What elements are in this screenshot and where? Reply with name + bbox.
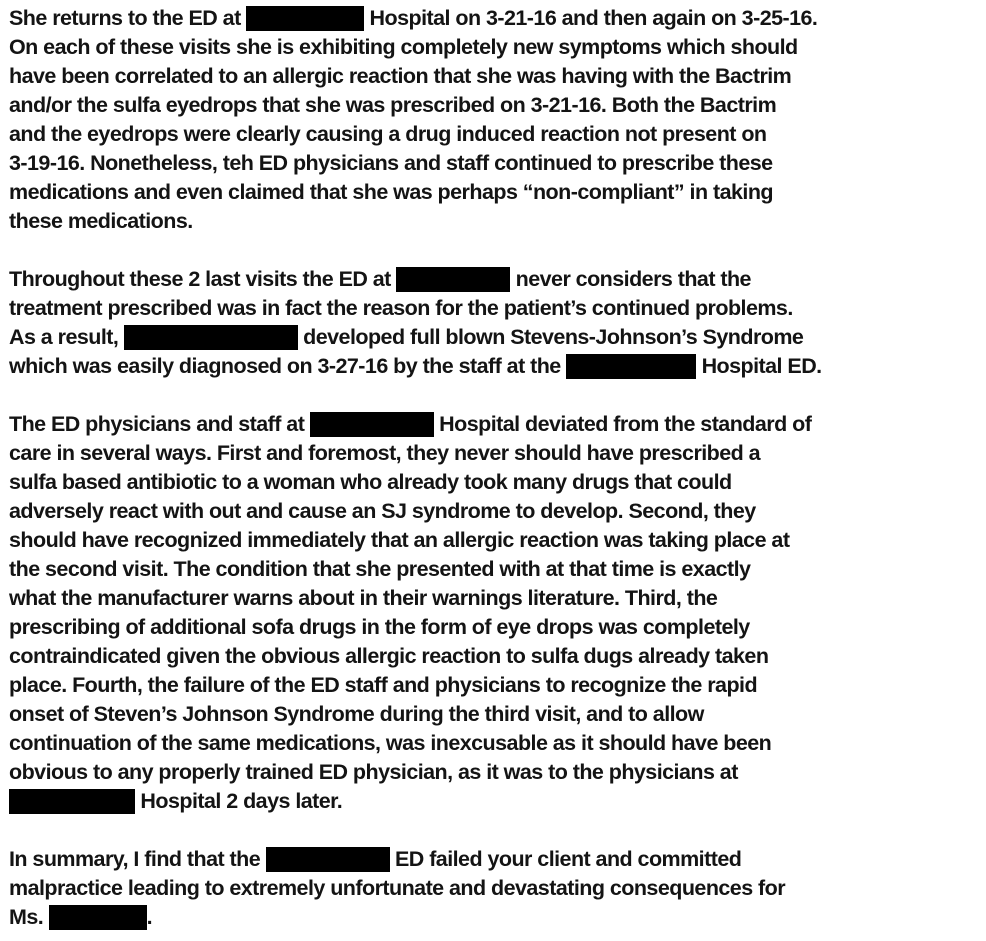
text-line [9, 671, 984, 700]
text-line [9, 352, 984, 381]
text-line [9, 410, 984, 439]
line-text: In summary, I find that the [9, 847, 266, 871]
paragraph [9, 845, 984, 932]
line-text: On each of these visits she is exhibiting completely new symptoms which should [9, 35, 798, 59]
text-line [9, 178, 984, 207]
line-text: care in several ways. First and foremost, they never should have prescribed a [9, 441, 761, 465]
text-line [9, 613, 984, 642]
line-text: sulfa based antibiotic to a woman who already took many drugs that could [9, 470, 732, 494]
redaction-box [124, 325, 298, 350]
redaction-box [9, 789, 135, 814]
line-text: malpractice leading to extremely unfortunate and devastating consequences for [9, 876, 786, 900]
text-line [9, 526, 984, 555]
line-text: obvious to any properly trained ED physician, as it was to the physicians at [9, 760, 738, 784]
line-text: medications and even claimed that she was perhaps “non-compliant” in taking [9, 180, 773, 204]
line-text: prescribing of additional sofa drugs in the form of eye drops was completely [9, 615, 750, 639]
document-body [9, 4, 984, 932]
line-text: the second visit. The condition that she presented with at that time is exactly [9, 557, 751, 581]
line-text: contraindicated given the obvious allergic reaction to sulfa dugs already taken [9, 644, 769, 668]
line-text-after-redaction: Hospital 2 days later. [135, 789, 343, 813]
line-text: have been correlated to an allergic reaction that she was having with the Bactrim [9, 64, 792, 88]
text-line [9, 33, 984, 62]
text-line [9, 584, 984, 613]
text-line [9, 120, 984, 149]
text-line [9, 758, 984, 787]
line-text: continuation of the same medications, was inexcusable as it should have been [9, 731, 772, 755]
text-line [9, 700, 984, 729]
paragraph-gap [9, 816, 984, 845]
line-text-after-redaction: ED failed your client and committed [389, 847, 742, 871]
text-line [9, 642, 984, 671]
redaction-box [310, 412, 434, 437]
line-text: adversely react with out and cause an SJ syndrome to develop. Second, they [9, 499, 756, 523]
line-text: Ms. [9, 905, 49, 929]
line-text: The ED physicians and staff at [9, 412, 310, 436]
line-text: As a result, [9, 325, 124, 349]
text-line [9, 323, 984, 352]
redaction-box [566, 354, 696, 379]
line-text-after-redaction: developed full blown Stevens-Johnson’s Syndrome [297, 325, 804, 349]
redaction-box [396, 267, 510, 292]
text-line [9, 468, 984, 497]
line-text: should have recognized immediately that an allergic reaction was taking place at [9, 528, 790, 552]
line-text: what the manufacturer warns about in their warnings literature. Third, the [9, 586, 718, 610]
line-text-after-redaction: Hospital deviated from the standard of [433, 412, 812, 436]
text-line [9, 845, 984, 874]
redaction-box [246, 6, 364, 31]
text-line [9, 62, 984, 91]
text-line [9, 874, 984, 903]
line-text: 3-19-16. Nonetheless, teh ED physicians and staff continued to prescribe these [9, 151, 773, 175]
line-text: and/or the sulfa eyedrops that she was prescribed on 3-21-16. Both the Bactrim [9, 93, 777, 117]
text-line [9, 149, 984, 178]
line-text: and the eyedrops were clearly causing a drug induced reaction not present on [9, 122, 767, 146]
line-text-after-redaction: never considers that the [510, 267, 751, 291]
redaction-box [266, 847, 390, 872]
text-line [9, 207, 984, 236]
text-line [9, 4, 984, 33]
text-line [9, 91, 984, 120]
paragraph [9, 265, 984, 381]
paragraph [9, 4, 984, 236]
line-text: She returns to the ED at [9, 6, 247, 30]
line-text: onset of Steven’s Johnson Syndrome during the third visit, and to allow [9, 702, 704, 726]
line-text: treatment prescribed was in fact the reason for the patient’s continued problems. [9, 296, 793, 320]
text-line [9, 265, 984, 294]
line-text-after-redaction: Hospital on 3-21-16 and then again on 3-25-16. [364, 6, 818, 30]
line-text: Throughout these 2 last visits the ED at [9, 267, 397, 291]
text-line [9, 555, 984, 584]
line-text-after-redaction: . [146, 905, 153, 929]
text-line [9, 729, 984, 758]
text-line [9, 903, 984, 932]
text-line [9, 787, 984, 816]
text-line [9, 439, 984, 468]
text-line [9, 294, 984, 323]
line-text: place. Fourth, the failure of the ED staff and physicians to recognize the rapid [9, 673, 758, 697]
line-text: which was easily diagnosed on 3-27-16 by the staff at the [9, 354, 567, 378]
paragraph-gap [9, 381, 984, 410]
text-line [9, 497, 984, 526]
paragraph [9, 410, 984, 816]
redaction-box [49, 905, 147, 930]
line-text: these medications. [9, 209, 193, 233]
line-text-after-redaction: Hospital ED. [696, 354, 822, 378]
paragraph-gap [9, 236, 984, 265]
